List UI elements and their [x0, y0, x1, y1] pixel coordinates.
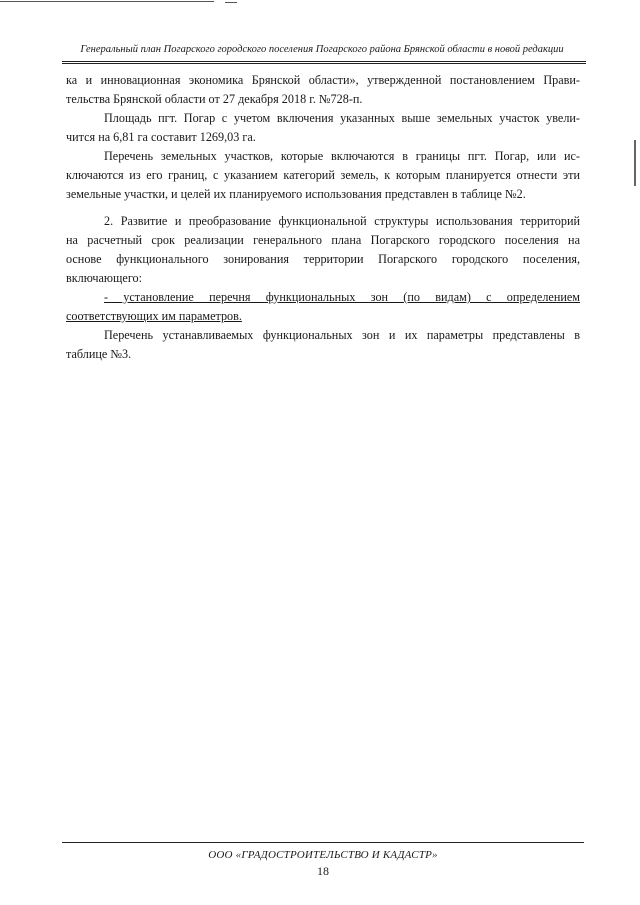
header-rule: [62, 63, 586, 64]
text-line: - установление перечня функциональных зон (по видам) с определением: [104, 290, 580, 304]
text-line: основе функционального зонирования территории Погарского городского поселения,: [66, 252, 580, 266]
scan-artifact: [225, 2, 237, 3]
text-line: включающего:: [66, 271, 143, 285]
scan-edge-mark: [634, 140, 636, 186]
paragraph-1: [66, 71, 580, 109]
scan-artifact: [0, 1, 214, 2]
text-line: 2. Развитие и преобразование функциональной структуры использования территорий: [104, 214, 580, 228]
page-number: 18: [317, 864, 329, 878]
footer-rule: [62, 842, 584, 843]
text-line: тельства Брянской области от 27 декабря 2018 г. №728-п.: [66, 92, 363, 106]
paragraph-3: [66, 147, 580, 204]
text-line: чится на 6,81 га составит 1269,03 га.: [66, 130, 256, 144]
footer-organization: ООО «ГРАДОСТРОИТЕЛЬСТВО И КАДАСТР»: [208, 849, 438, 861]
paragraph-6: [66, 326, 580, 364]
text-line: таблице №3.: [66, 347, 132, 361]
text-line: ка и инновационная экономика Брянской области», утвержденной постановлением Прави-: [66, 73, 580, 87]
text-line: земельные участки, и целей их планируемого использования представлен в таблице №2.: [66, 187, 526, 201]
text-line: ключаются из его границ, с указанием категорий земель, к которым планируется отнести эти: [66, 168, 580, 182]
paragraph-4: [66, 212, 580, 288]
text-line: соответствующих им параметров.: [66, 309, 242, 323]
text-line: на расчетный срок реализации генерального плана Погарского городского поселения на: [66, 233, 580, 247]
header-rule: [62, 61, 586, 62]
paragraph-2: [66, 109, 580, 147]
running-header: Генеральный план Погарского городского поселения Погарского района Брянской области в новой редакции: [80, 44, 564, 55]
text-line: Перечень устанавливаемых функциональных зон и их параметры представлены в: [104, 328, 580, 342]
text-line: Площадь пгт. Погар с учетом включения указанных выше земельных участок увели-: [104, 111, 580, 125]
text-line: Перечень земельных участков, которые включаются в границы пгт. Погар, или ис-: [104, 149, 580, 163]
list-item: [66, 288, 580, 326]
